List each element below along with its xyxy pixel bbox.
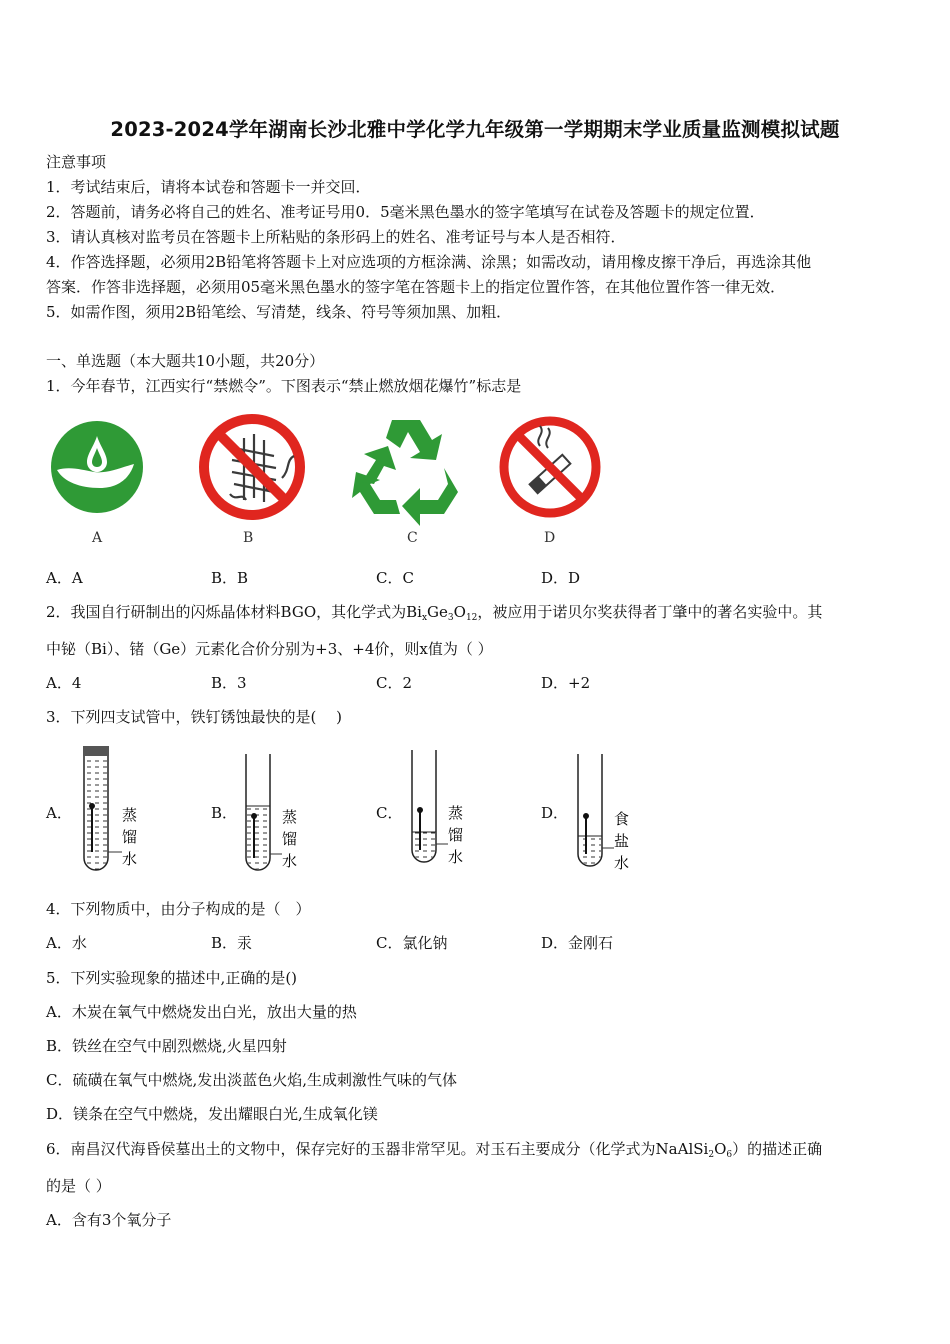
test-tube-c xyxy=(412,750,448,862)
q1-option: C．C xyxy=(376,569,414,587)
page-title: 2023-2024学年湖南长沙北雅中学化学九年级第一学期期末学业质量监测模拟试题 xyxy=(110,118,840,141)
section-heading: 一、单选题（本大题共10小题，共20分） xyxy=(46,352,325,370)
notice-item: 2．答题前，请务必将自己的姓名、准考证号用0．5毫米黑色墨水的签字笔填写在试卷及答题卡的规定位置． xyxy=(46,203,765,221)
q3-test-tubes-figure xyxy=(70,740,650,880)
q3-option-letter: A． xyxy=(46,804,72,822)
test-tube-d xyxy=(578,754,614,866)
sign-d-no-smoking-icon xyxy=(504,421,596,513)
tube-label-char: 水 xyxy=(282,852,298,870)
q4-option: D．金刚石 xyxy=(541,934,614,952)
question-4-stem: 4．下列物质中，由分子构成的是（ ） xyxy=(46,900,311,918)
question-5-stem: 5．下列实验现象的描述中,正确的是() xyxy=(46,969,298,987)
tube-label-char: 水 xyxy=(122,850,138,868)
q3-option-letter: D． xyxy=(541,804,569,822)
q2-option: B．3 xyxy=(211,674,247,692)
tube-label-char: 蒸 xyxy=(282,808,298,826)
tube-label-char: 水 xyxy=(614,854,630,872)
q5-option: A．木炭在氧气中燃烧发出白光，放出大量的热 xyxy=(46,1003,357,1021)
q2-option: D．+2 xyxy=(541,674,591,692)
notice-item: 3．请认真核对监考员在答题卡上所粘贴的条形码上的姓名、准考证号与本人是否相符． xyxy=(46,228,626,246)
sign-label: A xyxy=(92,530,103,546)
notice-item: 5．如需作图，须用2B铅笔绘、写清楚，线条、符号等须加黑、加粗． xyxy=(46,303,512,321)
question-6-stem: 6．南昌汉代海昏侯墓出土的文物中，保存完好的玉器非常罕见。对玉石主要成分（化学式为$NaAlSi_2O_6$）的描述正确 xyxy=(46,1140,823,1160)
q1-sign-figures xyxy=(40,408,620,558)
test-tube-a xyxy=(83,746,122,870)
q2-option: C．2 xyxy=(376,674,413,692)
q1-option: A．A xyxy=(46,569,83,587)
notice-heading: 注意事项 xyxy=(46,153,107,171)
q4-option: B．汞 xyxy=(211,934,253,952)
q3-option-letter: C． xyxy=(376,804,403,822)
sign-b-no-fireworks-icon xyxy=(204,419,300,515)
q5-option: D．镁条在空气中燃烧，发出耀眼白光,生成氧化镁 xyxy=(46,1105,378,1123)
question-3-stem: 3．下列四支试管中，铁钉锈蚀最快的是( ) xyxy=(46,708,343,726)
question-6-stem-line2: 的是（ ） xyxy=(46,1177,111,1195)
tube-label-char: 水 xyxy=(448,848,464,866)
tube-label-char: 食 xyxy=(614,810,630,828)
sign-label: C xyxy=(407,530,418,546)
tube-label-char: 蒸 xyxy=(448,804,464,822)
notice-item: 4．作答选择题，必须用2B铅笔将答题卡上对应选项的方框涂满、涂黑；如需改动，请用橡皮擦干净后，再选涂其他 xyxy=(46,253,812,271)
tube-label-char: 蒸 xyxy=(122,806,138,824)
test-tube-b xyxy=(246,754,282,870)
question-2-stem: 2．我国自行研制出的闪烁晶体材料BGO，其化学式为$Bi_xGe_3O_{12}$，被应用于诺贝尔奖获得者丁肇中的著名实验中。其 xyxy=(46,603,823,623)
q1-option: D．D xyxy=(541,569,581,587)
tube-label-char: 盐 xyxy=(614,832,630,850)
q6-option: A．含有3个氧分子 xyxy=(46,1211,172,1229)
tube-label-char: 馏 xyxy=(448,826,464,844)
q1-option: B．B xyxy=(211,569,249,587)
question-2-stem-line2: 中铋（Bi）、锗（Ge）元素化合价分别为+3、+4价，则x值为（ ） xyxy=(46,640,493,658)
q5-option: C．硫磺在氧气中燃烧,发出淡蓝色火焰,生成刺激性气味的气体 xyxy=(46,1071,458,1089)
notice-item: 答案．作答非选择题，必须用05毫米黑色墨水的签字笔在答题卡上的指定位置作答，在其他位置作答一律无效． xyxy=(46,278,786,296)
q2-option: A．4 xyxy=(46,674,82,692)
sign-label: B xyxy=(243,530,254,546)
tube-label-char: 馏 xyxy=(282,830,298,848)
tube-label-char: 馏 xyxy=(122,828,138,846)
question-1-stem: 1．今年春节，江西实行“禁燃令”。下图表示“禁止燃放烟花爆竹”标志是 xyxy=(46,377,522,395)
sign-label: D xyxy=(544,530,556,546)
q3-option-letter: B． xyxy=(211,804,238,822)
sign-c-recycle-icon xyxy=(352,420,458,526)
sign-a-water-icon xyxy=(51,421,143,513)
q4-option: C．氯化钠 xyxy=(376,934,448,952)
q5-option: B．铁丝在空气中剧烈燃烧,火星四射 xyxy=(46,1037,287,1055)
notice-item: 1．考试结束后，请将本试卷和答题卡一并交回． xyxy=(46,178,371,196)
q4-option: A．水 xyxy=(46,934,87,952)
